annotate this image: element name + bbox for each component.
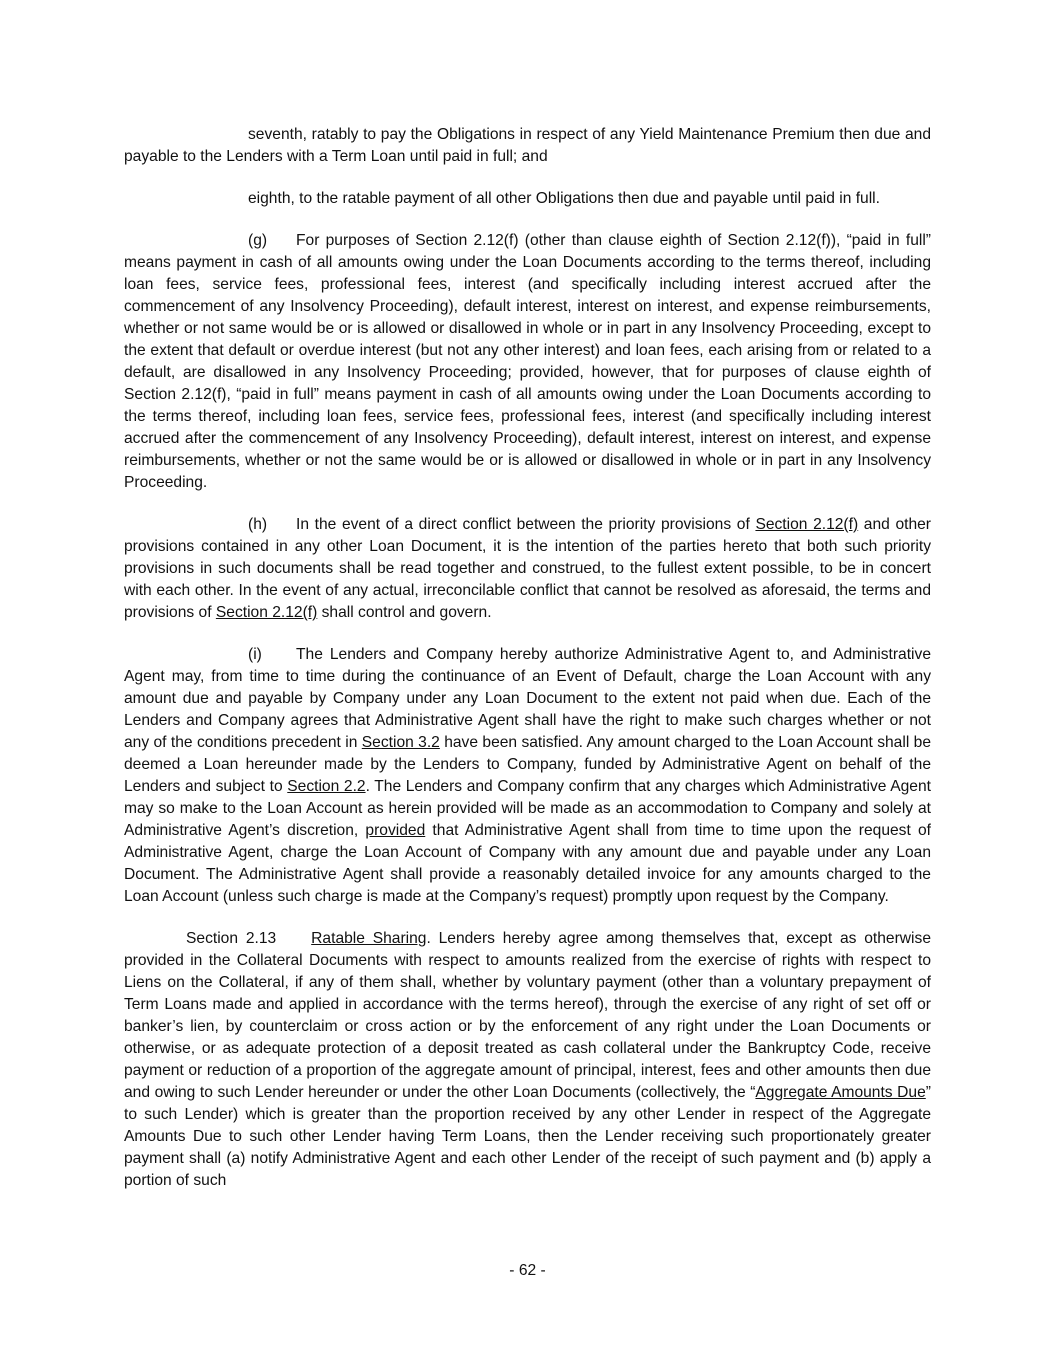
defined-term-provided: provided xyxy=(365,822,426,839)
paragraph-i-text-4: that Administrative Agent shall from time to time upon the request of Administrative Agent, charge the Loan Account of Company with any amount due and payable under any Loan Document. The Administrative Agent shall provide a reasonably detailed invoice for any amounts charged to the Loan Account (unless such charge is made at the Company’s request) promptly upon request by the Company. xyxy=(124,822,931,905)
section-ref-link: Section 2.2 xyxy=(287,778,366,795)
paragraph-i xyxy=(124,644,931,908)
clause-label-i: (i) xyxy=(248,646,262,663)
section-heading: Ratable Sharing xyxy=(311,930,427,947)
section-ref-link: Section 2.12(f) xyxy=(755,516,859,533)
paragraph-seventh: seventh, ratably to pay the Obligations in respect of any Yield Maintenance Premium then due and payable to the Lenders with a Term Loan until paid in full; and xyxy=(124,126,931,165)
paragraph-i-text-3: . The Lenders and Company confirm that any charges which Administrative Agent may so make to the Loan Account as herein provided will be made as an accommodation to Company and solely at Administrative Agent’s discretion, xyxy=(124,778,931,839)
section-ref-link: Section 3.2 xyxy=(361,734,440,751)
section-ref-link: Section 2.12(f) xyxy=(215,604,318,621)
section-2-13 xyxy=(124,928,931,1192)
defined-term-aggregate-amounts-due: Aggregate Amounts Due xyxy=(755,1084,926,1101)
paragraph-h-text-1: In the event of a direct conflict between the priority provisions of xyxy=(296,516,756,533)
paragraph-g-text: For purposes of Section 2.12(f) (other than clause eighth of Section 2.12(f)), “paid in full” means payment in cash of all amounts owing under the Loan Documents according to the terms thereof, including loan fees, service fees, professional fees, interest (and specifically including interest accrued after the commencement of any Insolvency Proceeding), default interest, interest on interest, and expense reimbursements, whether or not same would be or is allowed or disallowed in whole or in part in any Insolvency Proceeding, except to the extent that default or overdue interest (but not any other interest) and loan fees, each arising from or related to a default, are disallowed in any Insolvency Proceeding; provided, however, that for purposes of clause eighth of Section 2.12(f), “paid in full” means payment in cash of all amounts owing under the Loan Documents according to the terms thereof, including loan fees, service fees, professional fees, interest (and specifically including interest accrued after the commencement of any Insolvency Proceeding), default interest, interest on interest, and expense reimbursements, whether or not the same would be or is allowed or disallowed in whole or in part in any Insolvency Proceeding. xyxy=(124,232,931,491)
paragraph-i-text-2: have been satisfied. Any amount charged to the Loan Account shall be deemed a Loan hereunder made by the Lenders to Company, funded by Administrative Agent on behalf of the Lenders and subject to xyxy=(124,734,931,795)
page-number: - 62 - xyxy=(509,1262,546,1279)
paragraph-h-text-3: shall control and govern. xyxy=(317,604,492,621)
section-number: Section 2.13 xyxy=(186,930,277,947)
clause-label-h: (h) xyxy=(248,516,268,533)
document-body xyxy=(124,124,931,1192)
section-2-13-text-1: . Lenders hereby agree among themselves that, except as otherwise provided in the Collateral Documents with respect to amounts realized from the exercise of rights with respect to Liens on the Collateral, if any of them shall, whether by voluntary payment (other than a voluntary prepayment of Term Loans made and applied in accordance with the terms hereof), through the exercise of any right of set off or banker’s lien, by counterclaim or cross action or by the enforcement of any right under the Loan Documents or otherwise, or as adequate protection of a deposit treated as cash collateral under the Bankruptcy Code, receive payment or reduction of a proportion of the aggregate amount of principal, interest, fees and other amounts then due and owing to such Lender hereunder or under the other Loan Documents (collectively, the “ xyxy=(124,930,931,1101)
section-2-13-text-2: ” to such Lender) which is greater than the proportion received by any other Lender in respect of the Aggregate Amounts Due to such other Lender having Term Loans, then the Lender receiving such proportionately greater payment shall (a) notify Administrative Agent and each other Lender of the receipt of such payment and (b) apply a portion of such xyxy=(124,1084,931,1189)
paragraph-eighth: eighth, to the ratable payment of all other Obligations then due and payable until paid in full. xyxy=(248,190,880,207)
paragraph-h-text-2: and other provisions contained in any other Loan Document, it is the intention of the parties hereto that both such priority provisions in such documents shall be read together and construed, to the fullest extent possible, to be in concert with each other. In the event of any actual, irreconcilable conflict that cannot be resolved as aforesaid, the terms and provisions of xyxy=(124,516,931,621)
clause-label-g: (g) xyxy=(248,232,268,249)
paragraph-g xyxy=(124,230,931,494)
paragraph-h xyxy=(124,514,931,624)
paragraph-i-text-1: The Lenders and Company hereby authorize Administrative Agent to, and Administrative Agent may, from time to time during the continuance of an Event of Default, charge the Loan Account with any amount due and payable by Company under any Loan Document to the extent not paid when due. Each of the Lenders and Company agrees that Administrative Agent shall have the right to make such charges whether or not any of the conditions precedent in xyxy=(124,646,931,751)
